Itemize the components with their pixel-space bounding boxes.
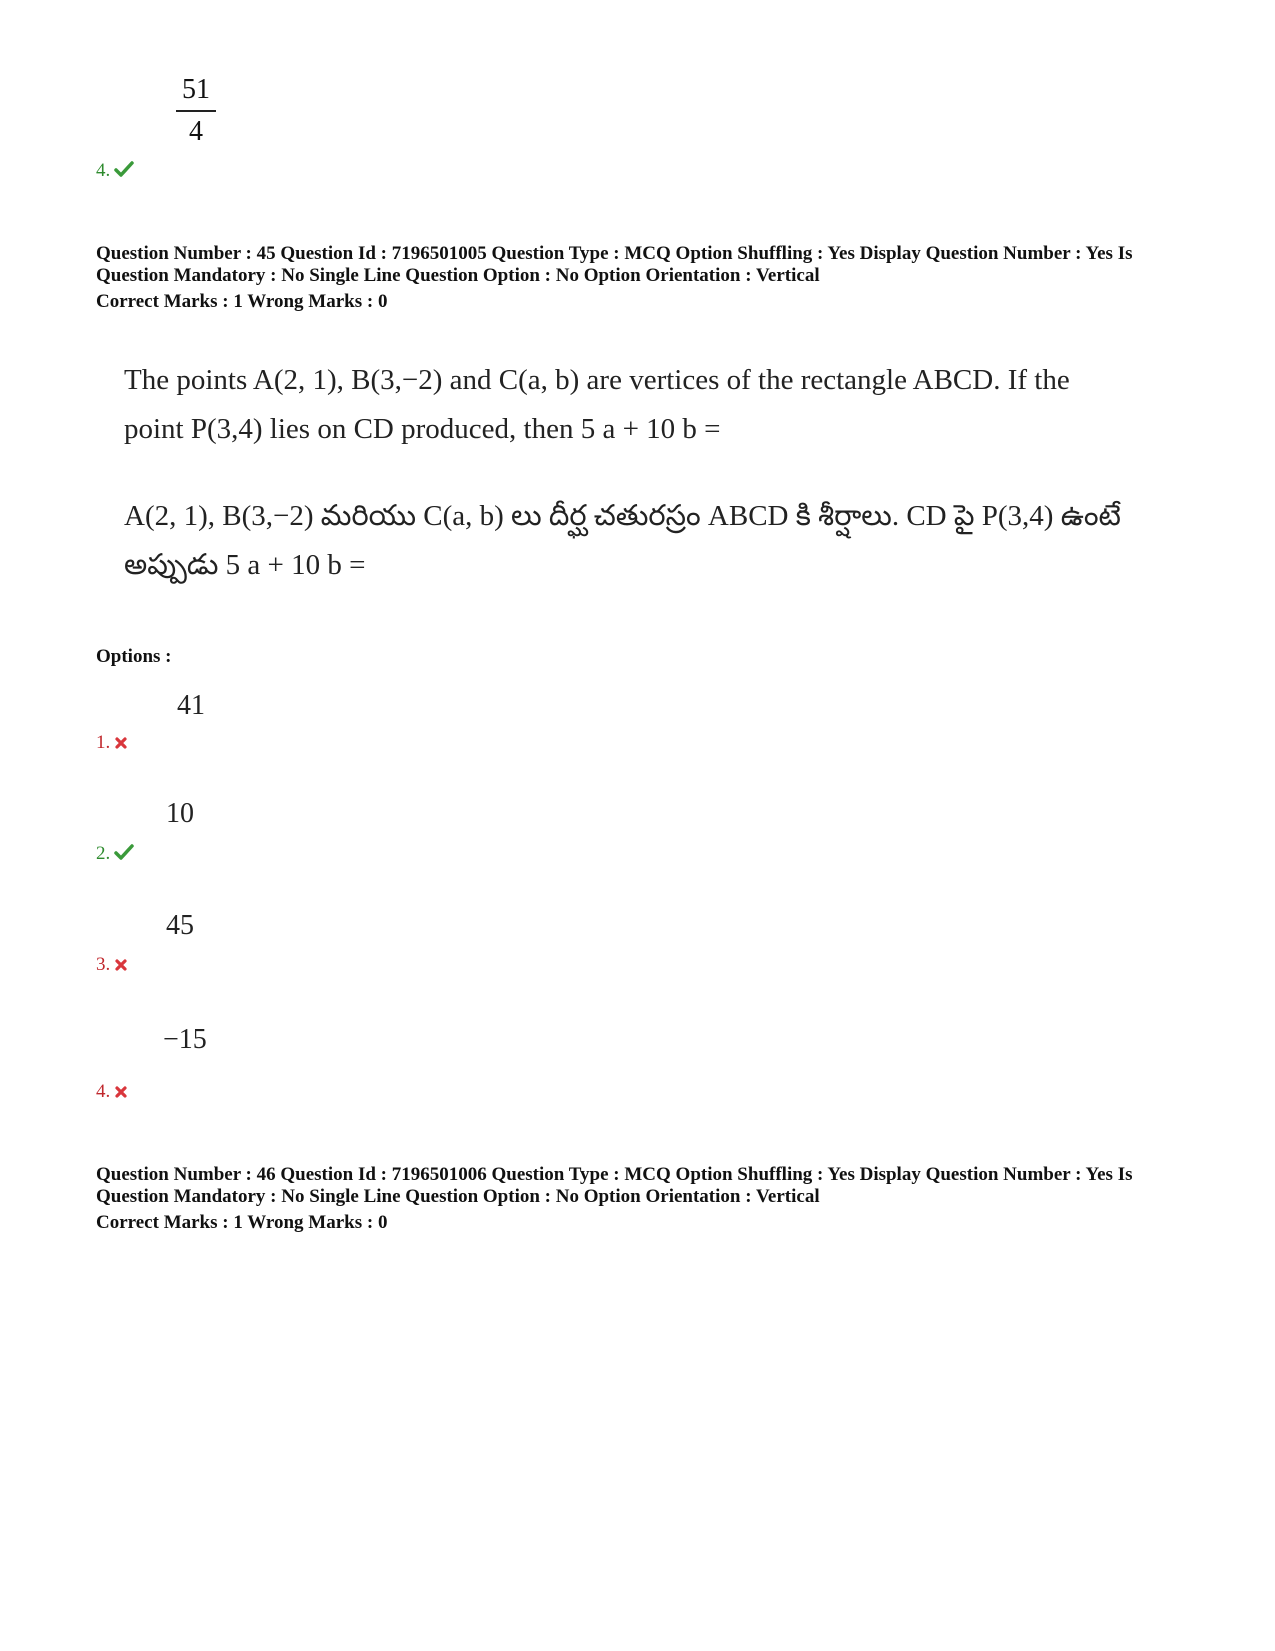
option-number: 3.	[96, 954, 111, 975]
option-1-label	[96, 733, 128, 752]
q46-marks: Correct Marks : 1 Wrong Marks : 0	[96, 1212, 388, 1233]
q45-english-line1: The points A(2, 1), B(3,−2) and C(a, b) are vertices of the rectangle ABCD. If the	[124, 364, 1070, 396]
fraction-numerator: 51	[182, 74, 210, 105]
q45-question-english	[124, 356, 1144, 454]
q45-telugu-line2: అప్పుడు 5 a + 10 b =	[124, 549, 366, 581]
option-number: 2.	[96, 843, 111, 864]
check-mark-icon	[114, 160, 134, 178]
q46-meta-line2: Question Mandatory : No Single Line Question Option : No Option Orientation : Vertical	[96, 1186, 820, 1207]
q45-meta	[96, 243, 1196, 313]
cross-mark-icon	[114, 736, 128, 750]
q46-meta-line1: Question Number : 46 Question Id : 7196501006 Question Type : MCQ Option Shuffling : Yes Display Question Number : Yes Is	[96, 1164, 1133, 1185]
option-3-label	[96, 955, 128, 974]
q45-meta-line1: Question Number : 45 Question Id : 7196501005 Question Type : MCQ Option Shuffling : Yes Display Question Number : Yes Is	[96, 243, 1133, 264]
option-4-value: −15	[163, 1024, 207, 1055]
q45-english-line2: point P(3,4) lies on CD produced, then 5 a + 10 b =	[124, 413, 721, 445]
cross-mark-icon	[114, 958, 128, 972]
option-3-value: 45	[166, 910, 194, 941]
check-mark-icon	[114, 843, 134, 861]
option-1-value: 41	[177, 690, 205, 721]
options-heading: Options :	[96, 646, 172, 667]
cross-mark-icon	[114, 1085, 128, 1099]
q45-question-telugu	[124, 492, 1144, 590]
option-number: 1.	[96, 732, 111, 753]
option-2-label	[96, 843, 134, 863]
q46-meta	[96, 1164, 1196, 1234]
q45-meta-line2: Question Mandatory : No Single Line Question Option : No Option Orientation : Vertical	[96, 265, 820, 286]
prev-option-label	[96, 160, 134, 180]
option-number: 4.	[96, 1081, 111, 1102]
option-2-value: 10	[166, 798, 194, 829]
fraction-denominator: 4	[189, 116, 203, 147]
option-4-label	[96, 1082, 128, 1101]
q45-telugu-line1: A(2, 1), B(3,−2) మరియు C(a, b) లు దీర్ఘ చతురస్రం ABCD కి శీర్షాలు. CD పై P(3,4) ఉంటే	[124, 500, 1121, 532]
prev-option-fraction	[178, 76, 214, 146]
option-number: 4.	[96, 160, 111, 181]
q45-marks: Correct Marks : 1 Wrong Marks : 0	[96, 291, 388, 312]
